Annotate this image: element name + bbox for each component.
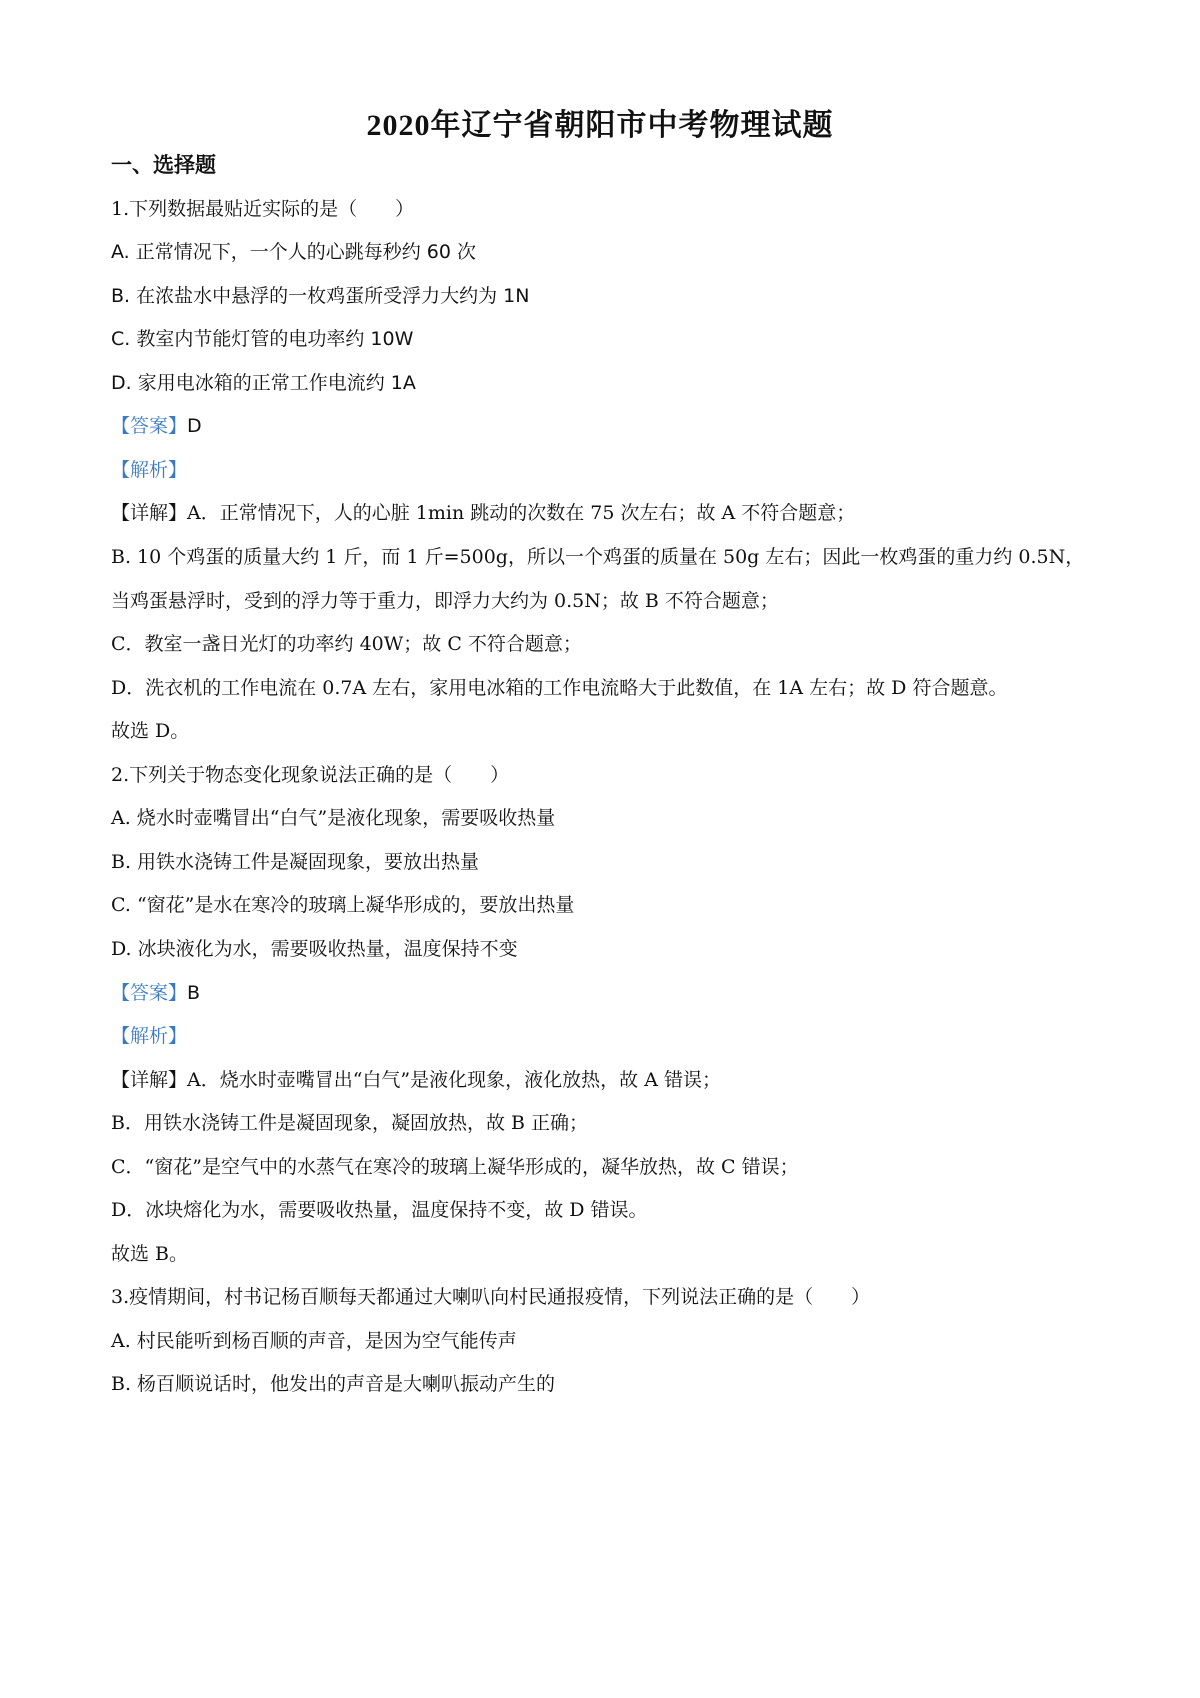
question-3-option-a: A. 村民能听到杨百顺的声音，是因为空气能传声 bbox=[111, 1330, 517, 1352]
question-2-option-a: A. 烧水时壶嘴冒出“白气”是液化现象，需要吸收热量 bbox=[111, 807, 556, 829]
answer-value: B bbox=[187, 982, 201, 1004]
question-1-option-a: A. 正常情况下，一个人的心跳每秒约 60 次 bbox=[111, 241, 476, 263]
question-1-option-b: B. 在浓盐水中悬浮的一枚鸡蛋所受浮力大约为 1N bbox=[111, 285, 530, 307]
answer-label: 【答案】 bbox=[111, 982, 188, 1004]
question-1-detail-line: B. 10 个鸡蛋的质量大约 1 斤，而 1 斤=500g，所以一个鸡蛋的质量在 50g 左右；因此一枚鸡蛋的重力约 0.5N， bbox=[111, 546, 1085, 568]
question-3-option-b: B. 杨百顺说话时，他发出的声音是大喇叭振动产生的 bbox=[111, 1373, 556, 1395]
answer-label: 【答案】 bbox=[111, 415, 188, 437]
question-2-detail-line: C．“窗花”是空气中的水蒸气在寒冷的玻璃上凝华形成的，凝华放热，故 C 错误； bbox=[111, 1156, 799, 1178]
question-2-option-b: B. 用铁水浇铸工件是凝固现象，要放出热量 bbox=[111, 851, 480, 873]
question-2-option-c: C. “窗花”是水在寒冷的玻璃上凝华形成的，要放出热量 bbox=[111, 894, 575, 916]
question-1-answer bbox=[111, 414, 202, 438]
question-1-stem: 1.下列数据最贴近实际的是（ ） bbox=[111, 198, 415, 220]
question-2-answer bbox=[111, 981, 200, 1005]
question-1-conclusion: 故选 D。 bbox=[111, 720, 190, 742]
question-1-option-d: D. 家用电冰箱的正常工作电流约 1A bbox=[111, 372, 416, 394]
question-2-detail-line: D．冰块熔化为水，需要吸收热量，温度保持不变，故 D 错误。 bbox=[111, 1199, 648, 1221]
page-title: 2020年辽宁省朝阳市中考物理试题 bbox=[366, 109, 834, 142]
question-1-detail-line: 【详解】A．正常情况下，人的心脏 1min 跳动的次数在 75 次左右；故 A 不符合题意； bbox=[111, 502, 856, 524]
question-2-analysis-label: 【解析】 bbox=[111, 1025, 188, 1047]
answer-value: D bbox=[187, 415, 202, 437]
question-1-detail-line: 当鸡蛋悬浮时，受到的浮力等于重力，即浮力大约为 0.5N；故 B 不符合题意； bbox=[111, 590, 779, 612]
question-1-detail-line: D．洗衣机的工作电流在 0.7A 左右，家用电冰箱的工作电流略大于此数值，在 1A 左右；故 D 符合题意。 bbox=[111, 677, 1008, 699]
section-heading: 一、选择题 bbox=[111, 152, 216, 177]
question-3-stem: 3.疫情期间，村书记杨百顺每天都通过大喇叭向村民通报疫情，下列说法正确的是（ ） bbox=[111, 1286, 871, 1308]
question-2-stem: 2.下列关于物态变化现象说法正确的是（ ） bbox=[111, 764, 510, 786]
question-2-option-d: D. 冰块液化为水，需要吸收热量，温度保持不变 bbox=[111, 938, 518, 960]
question-2-detail-line: 【详解】A．烧水时壶嘴冒出“白气”是液化现象，液化放热，故 A 错误； bbox=[111, 1069, 721, 1091]
question-2-conclusion: 故选 B。 bbox=[111, 1243, 189, 1265]
question-2-detail-line: B．用铁水浇铸工件是凝固现象，凝固放热，故 B 正确； bbox=[111, 1112, 589, 1134]
question-1-option-c: C. 教室内节能灯管的电功率约 10W bbox=[111, 328, 414, 350]
question-1-analysis-label: 【解析】 bbox=[111, 459, 188, 481]
question-1-detail-line: C．教室一盏日光灯的功率约 40W；故 C 不符合题意； bbox=[111, 633, 582, 655]
